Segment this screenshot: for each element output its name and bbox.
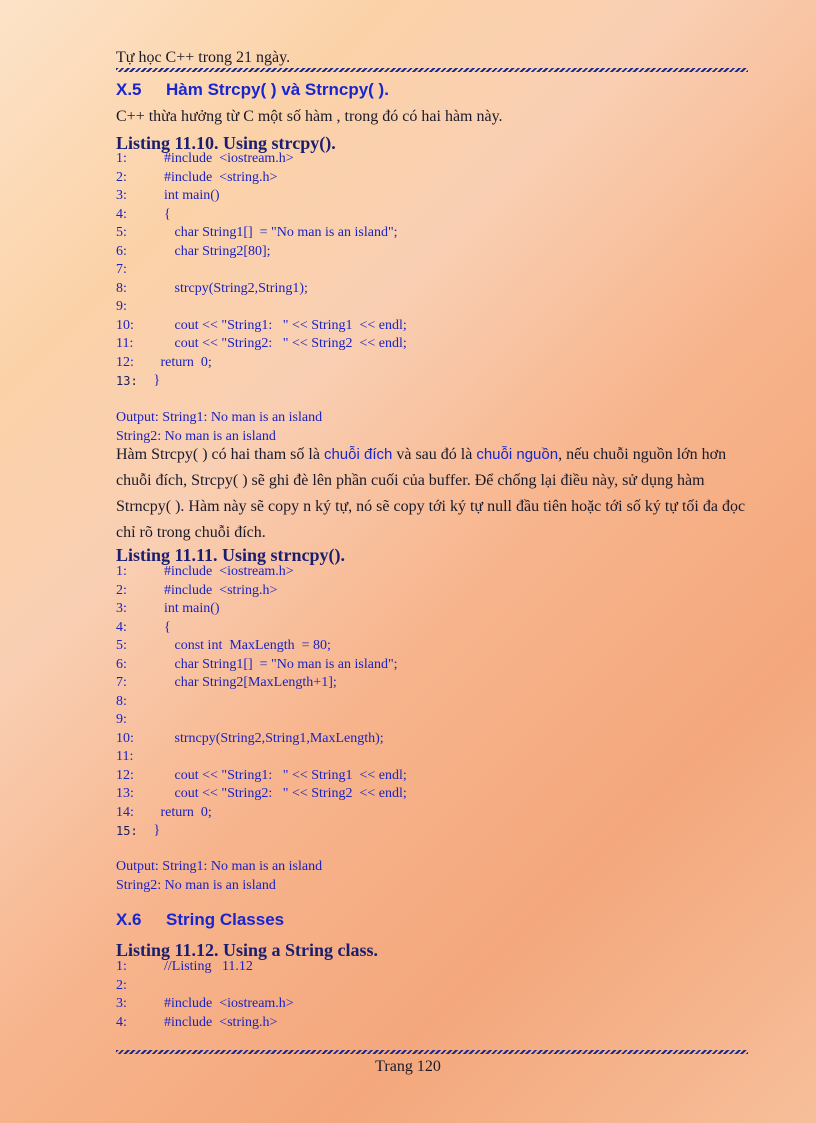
section-title: Hàm Strcpy( ) và Strncpy( ).: [166, 80, 389, 99]
code-text: const int MaxLength = 80;: [150, 638, 331, 653]
code-line: [116, 224, 407, 243]
line-number: 6:: [116, 243, 127, 259]
line-number: 3:: [116, 601, 127, 616]
code-text: int main(): [150, 601, 220, 616]
code-line: [116, 822, 407, 841]
line-number: 10:: [116, 730, 134, 746]
code-line: [116, 187, 407, 206]
code-text: int main(): [150, 188, 220, 203]
running-header: Tự học C++ trong 21 ngày.: [116, 49, 291, 66]
line-number: 11:: [116, 749, 134, 764]
line-number: 3:: [116, 996, 127, 1011]
line-number: 9:: [116, 712, 127, 727]
line-number: 15:: [116, 824, 138, 838]
code-text: //Listing 11.12: [150, 959, 253, 974]
section-number: X.6: [116, 910, 142, 929]
line-number: 1:: [116, 564, 127, 579]
output-block: [116, 408, 322, 446]
code-text: char String1[] = "No man is an island";: [150, 656, 398, 672]
line-number: 2:: [116, 169, 127, 185]
listing-title: Listing 11.10. Using strcpy().: [116, 133, 336, 153]
line-number: 12:: [116, 767, 134, 783]
intro-paragraph: C++ thừa hưởng từ C một số hàm , trong đó có hai hàm này.: [116, 108, 503, 125]
code-line: [116, 298, 407, 317]
line-number: 1:: [116, 151, 127, 166]
line-number: 10:: [116, 317, 134, 333]
code-line: [116, 243, 407, 262]
code-line: [116, 280, 407, 299]
code-line: [116, 804, 407, 823]
code-line: [116, 354, 407, 373]
line-number: 7:: [116, 262, 127, 277]
line-number: 6:: [116, 656, 127, 672]
code-line: [116, 169, 407, 188]
code-text: cout << "String1: " << String1 << endl;: [150, 767, 407, 783]
code-line: [116, 711, 407, 730]
code-line: [116, 150, 407, 169]
output-line: Output: String1: No man is an island: [116, 859, 323, 874]
code-line: [116, 674, 407, 693]
text-run: và sau đó là: [392, 446, 477, 463]
code-text: #include <iostream.h>: [150, 996, 294, 1011]
code-line: [116, 600, 407, 619]
code-line: [116, 637, 407, 656]
code-line: [116, 582, 407, 601]
code-line: [116, 767, 407, 786]
line-number: 3:: [116, 188, 127, 203]
code-text: #include <string.h>: [150, 1014, 278, 1030]
section-number: X.5: [116, 80, 142, 99]
line-number: 11:: [116, 336, 134, 351]
line-number: 9:: [116, 299, 127, 314]
code-text: cout << "String2: " << String2 << endl;: [150, 336, 407, 351]
code-block: [116, 563, 407, 841]
line-number: 4:: [116, 206, 127, 222]
section-heading-x6: [116, 910, 284, 930]
code-line: [116, 958, 294, 977]
code-text: #include <string.h>: [150, 169, 278, 185]
line-number: 4:: [116, 1014, 127, 1030]
line-number: 4:: [116, 619, 127, 635]
code-line: [116, 995, 294, 1014]
code-text: char String2[80];: [150, 243, 271, 259]
code-line: [116, 656, 407, 675]
code-text: strcpy(String2,String1);: [150, 280, 308, 296]
section-heading-x5: [116, 80, 389, 100]
code-line: [116, 619, 407, 638]
line-number: 5:: [116, 638, 127, 653]
line-number: 2:: [116, 977, 127, 993]
output-block: [116, 857, 322, 895]
line-number: 8:: [116, 693, 127, 709]
line-number: 13:: [116, 786, 134, 801]
code-line: [116, 335, 407, 354]
code-text: #include <iostream.h>: [150, 564, 294, 579]
code-text: }: [150, 373, 161, 388]
section-title: String Classes: [166, 910, 285, 929]
line-number: 5:: [116, 225, 127, 240]
code-text: return 0;: [150, 804, 212, 820]
code-text: #include <iostream.h>: [150, 151, 294, 166]
code-text: {: [150, 206, 171, 222]
code-line: [116, 206, 407, 225]
code-line: [116, 730, 407, 749]
header-rule: [116, 68, 748, 72]
code-line: [116, 261, 407, 280]
code-block: [116, 958, 294, 1032]
code-line: [116, 785, 407, 804]
code-line: [116, 977, 294, 996]
highlight-term: chuỗi nguồn: [476, 446, 559, 463]
code-text: #include <string.h>: [150, 582, 278, 598]
line-number: 8:: [116, 280, 127, 296]
text-run: , nếu chuỗi nguồn lớn hơn chuỗi đích, Strcpy( ) sẽ ghi đè lên phần cuối của buffer. Để chống lại điều này, sử dụng hàm Strncpy( ). Hàm này sẽ copy n ký tự, nó sẽ copy tới ký tự null đầu tiên hoặc tới số ký tự tối đa đọc chỉ rõ trong chuỗi đích.: [116, 446, 746, 541]
code-block: [116, 150, 407, 391]
line-number: 13:: [116, 374, 138, 388]
output-line: Output: String1: No man is an island: [116, 410, 323, 425]
listing-title: Listing 11.11. Using strncpy().: [116, 545, 346, 565]
output-line: String2: No man is an island: [116, 878, 276, 893]
line-number: 14:: [116, 804, 134, 820]
code-line: [116, 563, 407, 582]
code-text: cout << "String1: " << String1 << endl;: [150, 317, 407, 333]
code-line: [116, 1014, 294, 1033]
line-number: 12:: [116, 354, 134, 370]
explanation-paragraph: [116, 442, 746, 546]
footer-rule: [116, 1050, 748, 1054]
code-text: char String2[MaxLength+1];: [150, 675, 337, 690]
code-line: [116, 693, 407, 712]
code-text: return 0;: [150, 354, 212, 370]
code-text: strncpy(String2,String1,MaxLength);: [150, 730, 384, 746]
code-line: [116, 748, 407, 767]
code-text: {: [150, 619, 171, 635]
output-line: String2: No man is an island: [116, 429, 276, 444]
code-line: [116, 372, 407, 391]
line-number: 2:: [116, 582, 127, 598]
line-number: 1:: [116, 959, 127, 974]
text-run: Hàm Strcpy( ) có hai tham số là: [116, 446, 324, 463]
page-number: Trang 120: [375, 1058, 441, 1075]
code-text: }: [150, 823, 161, 838]
line-number: 7:: [116, 675, 127, 690]
highlight-term: chuỗi đích: [323, 446, 393, 463]
code-line: [116, 317, 407, 336]
listing-title: Listing 11.12. Using a String class.: [116, 940, 379, 960]
code-text: cout << "String2: " << String2 << endl;: [150, 786, 407, 801]
code-text: char String1[] = "No man is an island";: [150, 225, 398, 240]
